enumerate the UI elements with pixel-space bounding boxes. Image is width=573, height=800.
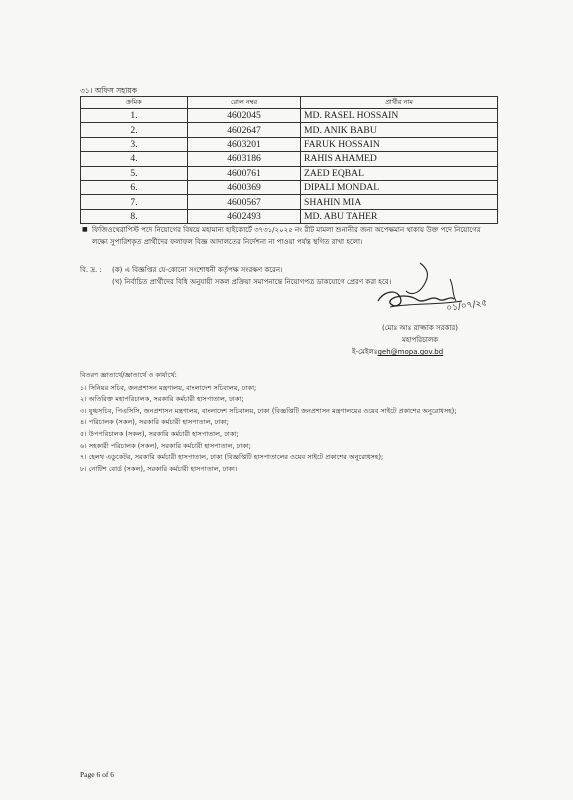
serial-cell: 2.: [81, 123, 188, 137]
serial-cell: 1.: [81, 109, 188, 123]
table-row: [81, 166, 498, 180]
header-serial: ক্রমিক: [81, 97, 188, 109]
nb-line-2: (খ) নির্বাচিত প্রার্থীদের বিধি অনুযায়ী সকল প্রক্রিয়া সমাপনান্তে নিয়োগপত্র ডাকযোগে প্রেরণ করা হবে।: [112, 278, 392, 286]
nb-label: বি. দ্র. :: [80, 266, 102, 274]
result-table: [80, 96, 498, 224]
name-cell: MD. RASEL HOSSAIN: [301, 109, 498, 123]
table-row: [81, 195, 498, 209]
name-cell: MD. ABU TAHER: [301, 209, 498, 223]
distribution-item: ৩। যুগ্মসচিব, পিএসিসি, জনপ্রশাসন মন্ত্রণালয়, বাংলাদেশ সচিবালয়, ঢাকা (বিজ্ঞপ্তিটি জনপ্রশাসন মন্ত্রণালয়ের ওয়েব সাইটে প্রকাশের অনুরোধসহ);: [80, 406, 457, 415]
serial-cell: 5.: [81, 166, 188, 180]
signatory-designation: মহাপরিচালক: [401, 336, 439, 344]
name-cell: ZAED EQBAL: [301, 166, 498, 180]
name-cell: RAHIS AHAMED: [301, 152, 498, 166]
distribution-item: ৪। পরিচালক (সকল), সরকারি কর্মচারী হাসপাতাল, ঢাকা;: [80, 418, 229, 427]
section-title: ৩১। অফিস সহায়ক: [80, 86, 138, 95]
bullet-icon: ■: [82, 226, 88, 233]
serial-cell: 6.: [81, 180, 188, 194]
roll-cell: 4600369: [188, 180, 301, 194]
roll-cell: 4602647: [188, 123, 301, 137]
table-header-row: [81, 97, 498, 109]
table-row: [81, 137, 498, 151]
table-row: [81, 123, 498, 137]
table-row: [81, 180, 498, 194]
table-row: [81, 152, 498, 166]
table-row: [81, 209, 498, 223]
name-cell: FARUK HOSSAIN: [301, 137, 498, 151]
roll-cell: 4600761: [188, 166, 301, 180]
nb-line-1: (ক) এ বিজ্ঞপ্তির যে-কোনো সংশোধনী কর্তৃপক্ষ সংরক্ষণ করেন।: [112, 266, 283, 274]
header-name: প্রার্থীর নাম: [301, 97, 498, 109]
roll-cell: 4603186: [188, 152, 301, 166]
roll-cell: 4603201: [188, 137, 301, 151]
distribution-list: [80, 370, 500, 475]
distribution-heading: বিতরণ জ্ঞাতার্থে/জ্ঞাতার্থে ও কার্যার্থে:: [80, 371, 177, 379]
roll-cell: 4602493: [188, 209, 301, 223]
email-link[interactable]: geh@mopa.gov.bd: [377, 348, 444, 356]
name-cell: DIPALI MONDAL: [301, 180, 498, 194]
signatory-name: (মোঃ আঃ রাজ্জাক সরকার): [382, 324, 458, 332]
stay-note: [82, 224, 492, 248]
roll-cell: 4602045: [188, 109, 301, 123]
serial-cell: 7.: [81, 195, 188, 209]
distribution-item: ২। অতিরিক্ত মহাপরিচালক, সরকারি কর্মচারী হাসপাতাল, ঢাকা;: [80, 395, 244, 404]
distribution-item: ১। সিনিয়র সচিব, জনপ্রশাসন মন্ত্রণালয়, বাংলাদেশ সচিবালয়, ঢাকা;: [80, 383, 257, 392]
distribution-item: ৬। সহকারী পরিচালক (সকল), সরকারি কর্মচারী হাসপাতাল, ঢাকা;: [80, 441, 251, 450]
serial-cell: 3.: [81, 137, 188, 151]
table-row: [81, 109, 498, 123]
roll-cell: 4600567: [188, 195, 301, 209]
name-cell: MD. ANIK BABU: [301, 123, 498, 137]
signature-image: [350, 255, 500, 315]
distribution-item: ৭। হেলথ এডুকেটর, সরকারি কর্মচারী হাসপাতাল, ঢাকা (বিজ্ঞপ্তিটি হাসপাতালের ওয়েব সাইটে প্রকাশের অনুরোধসহ);: [80, 453, 384, 462]
signatory-block: [340, 322, 500, 358]
distribution-item: ৮। নোটিশ বোর্ড (সকল), সরকারি কর্মচারী হাসপাতাল, ঢাকা।: [80, 464, 238, 473]
serial-cell: 4.: [81, 152, 188, 166]
distribution-item: ৫। উপপরিচালক (সকল), সরকারি কর্মচারী হাসপাতাল, ঢাকা;: [80, 429, 239, 438]
email-label: ই-মেইলঃ: [352, 348, 378, 356]
name-cell: SHAHIN MIA: [301, 195, 498, 209]
signatory-email: [340, 346, 500, 358]
signature-date: ০১/০৭/২৫: [445, 298, 488, 314]
note-text: ফিজিওথেরাপিস্ট পদে নিয়োগের বিষয়ে মহামান্য হাইকোর্টে ৩৭৩১/২০২৫ নং রীট মামলা শুনানীর জন্য অপেক্ষমান থাকায় উক্ত পদে নিয়োগের লক্ষ্যে সুপারিশকৃত প্রার্থীদের ফলাফল বিজ্ঞ আদালতের নির্দেশনা না পাওয়া পর্যন্ত স্থগিত রাখা হলো।: [92, 226, 481, 246]
header-roll: রোল নম্বর: [188, 97, 301, 109]
serial-cell: 8.: [81, 209, 188, 223]
page-footer: Page 6 of 6: [80, 770, 114, 779]
